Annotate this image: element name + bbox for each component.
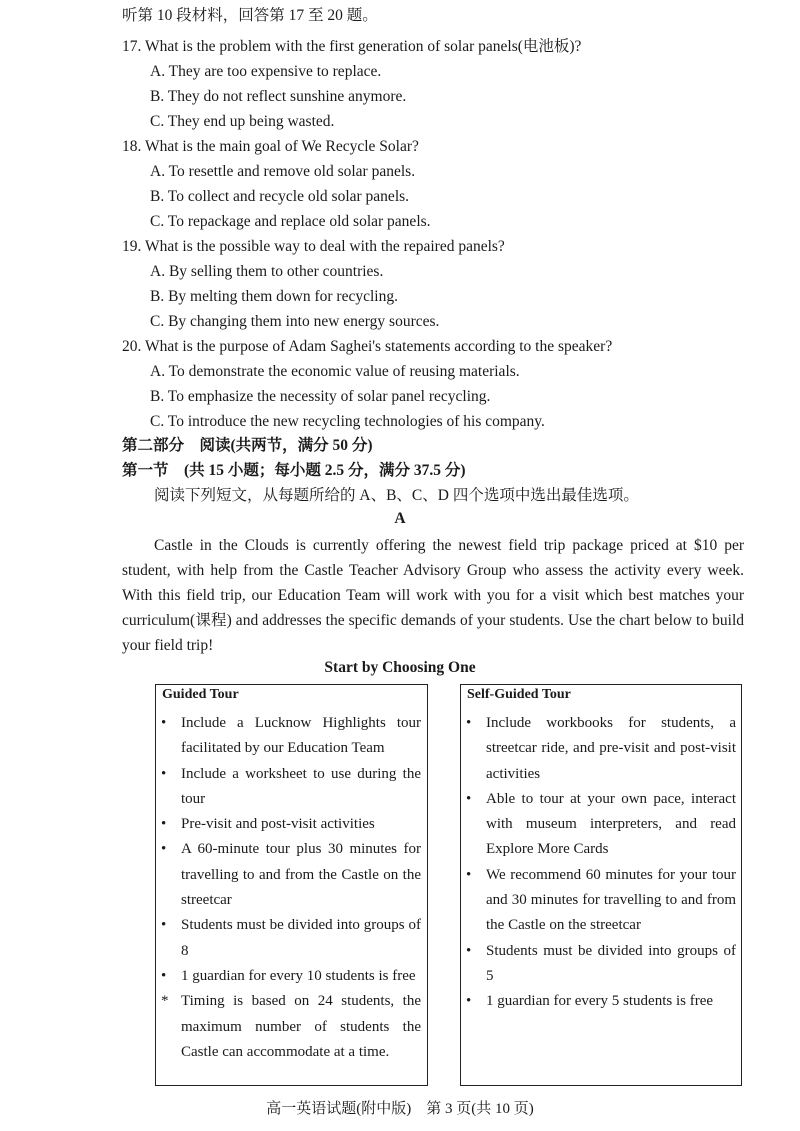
question-18-option-c: C. To repackage and replace old solar panels. xyxy=(150,213,431,230)
question-19-option-c: C. By changing them into new energy sources. xyxy=(150,313,440,330)
question-18-stem: 18. What is the main goal of We Recycle Solar? xyxy=(122,138,419,155)
guided-tour-item: • Include a worksheet to use during the tour xyxy=(161,765,421,807)
passage-paragraph xyxy=(122,533,744,658)
listening-intro: 听第 10 段材料，回答第 17 至 20 题。 xyxy=(122,7,378,24)
guided-tour-item: • Students must be divided into groups of 8 xyxy=(161,917,421,959)
question-18-option-a: A. To resettle and remove old solar panels. xyxy=(150,163,416,180)
guided-tour-item: • 1 guardian for every 10 students is free xyxy=(161,967,416,984)
self-guided-tour-item: • Students must be divided into groups of 5 xyxy=(466,942,736,984)
self-guided-tour-item: • Include workbooks for students, a streetcar ride, and pre-visit and post-visit activities xyxy=(466,715,736,782)
section-one-heading: 第一节 (共 15 小题；每小题 2.5 分，满分 37.5 分) xyxy=(122,462,466,479)
guided-tour-list xyxy=(159,711,421,1065)
question-20-option-b: B. To emphasize the necessity of solar panel recycling. xyxy=(150,388,491,405)
question-19-option-a: A. By selling them to other countries. xyxy=(150,263,384,280)
page-footer: 高一英语试题(附中版) 第 3 页(共 10 页) xyxy=(266,1101,534,1117)
question-17-option-c: C. They end up being wasted. xyxy=(150,113,335,130)
question-18-option-b: B. To collect and recycle old solar panels. xyxy=(150,188,410,205)
question-17-stem: 17. What is the problem with the first generation of solar panels(电池板)? xyxy=(122,38,582,55)
question-17-option-b: B. They do not reflect sunshine anymore. xyxy=(150,88,407,105)
question-19-option-b: B. By melting them down for recycling. xyxy=(150,288,398,305)
question-17-option-a: A. They are too expensive to replace. xyxy=(150,63,382,80)
self-guided-tour-list xyxy=(464,711,736,1015)
guided-tour-title: Guided Tour xyxy=(162,687,239,702)
part-two-heading: 第二部分 阅读(共两节，满分 50 分) xyxy=(122,437,373,454)
reading-instructions: 阅读下列短文，从每题所给的 A、B、C、D 四个选项中选出最佳选项。 xyxy=(154,487,639,504)
guided-tour-box xyxy=(155,684,428,1086)
chart-title: Start by Choosing One xyxy=(324,659,476,676)
question-19-stem: 19. What is the possible way to deal with the repaired panels? xyxy=(122,238,505,255)
self-guided-tour-box xyxy=(460,684,742,1086)
self-guided-tour-item: • 1 guardian for every 5 students is free xyxy=(466,993,714,1010)
question-20-option-c: C. To introduce the new recycling technologies of his company. xyxy=(150,413,545,430)
self-guided-tour-title: Self-Guided Tour xyxy=(467,687,571,702)
passage-label: A xyxy=(394,510,406,527)
self-guided-tour-item: • Able to tour at your own pace, interact with museum interpreters, and read Explore More Cards xyxy=(466,790,736,858)
question-20-stem: 20. What is the purpose of Adam Saghei's statements according to the speaker? xyxy=(122,338,613,355)
guided-tour-item: • Pre-visit and post-visit activities xyxy=(161,816,375,833)
guided-tour-item: • A 60-minute tour plus 30 minutes for travelling to and from the Castle on the streetcar xyxy=(161,841,421,909)
self-guided-tour-item: • We recommend 60 minutes for your tour and 30 minutes for travelling to and from the Castle on the streetcar xyxy=(466,866,736,934)
guided-tour-item: • Include a Lucknow Highlights tour facilitated by our Education Team xyxy=(161,715,421,757)
guided-tour-note: * Timing is based on 24 students, the maximum number of students the Castle can accommodate at a time. xyxy=(161,993,421,1060)
passage-text: Castle in the Clouds is currently offering the newest field trip package priced at $10 per student, with help from the Castle Teacher Advisory Group who assess the activity every week. With this field trip, our Education Team will work with you for a visit which best matches your curriculum(课程) and addresses the specific demands of your students. Use the chart below to build your field trip! xyxy=(122,537,744,654)
question-20-option-a: A. To demonstrate the economic value of reusing materials. xyxy=(150,363,520,380)
